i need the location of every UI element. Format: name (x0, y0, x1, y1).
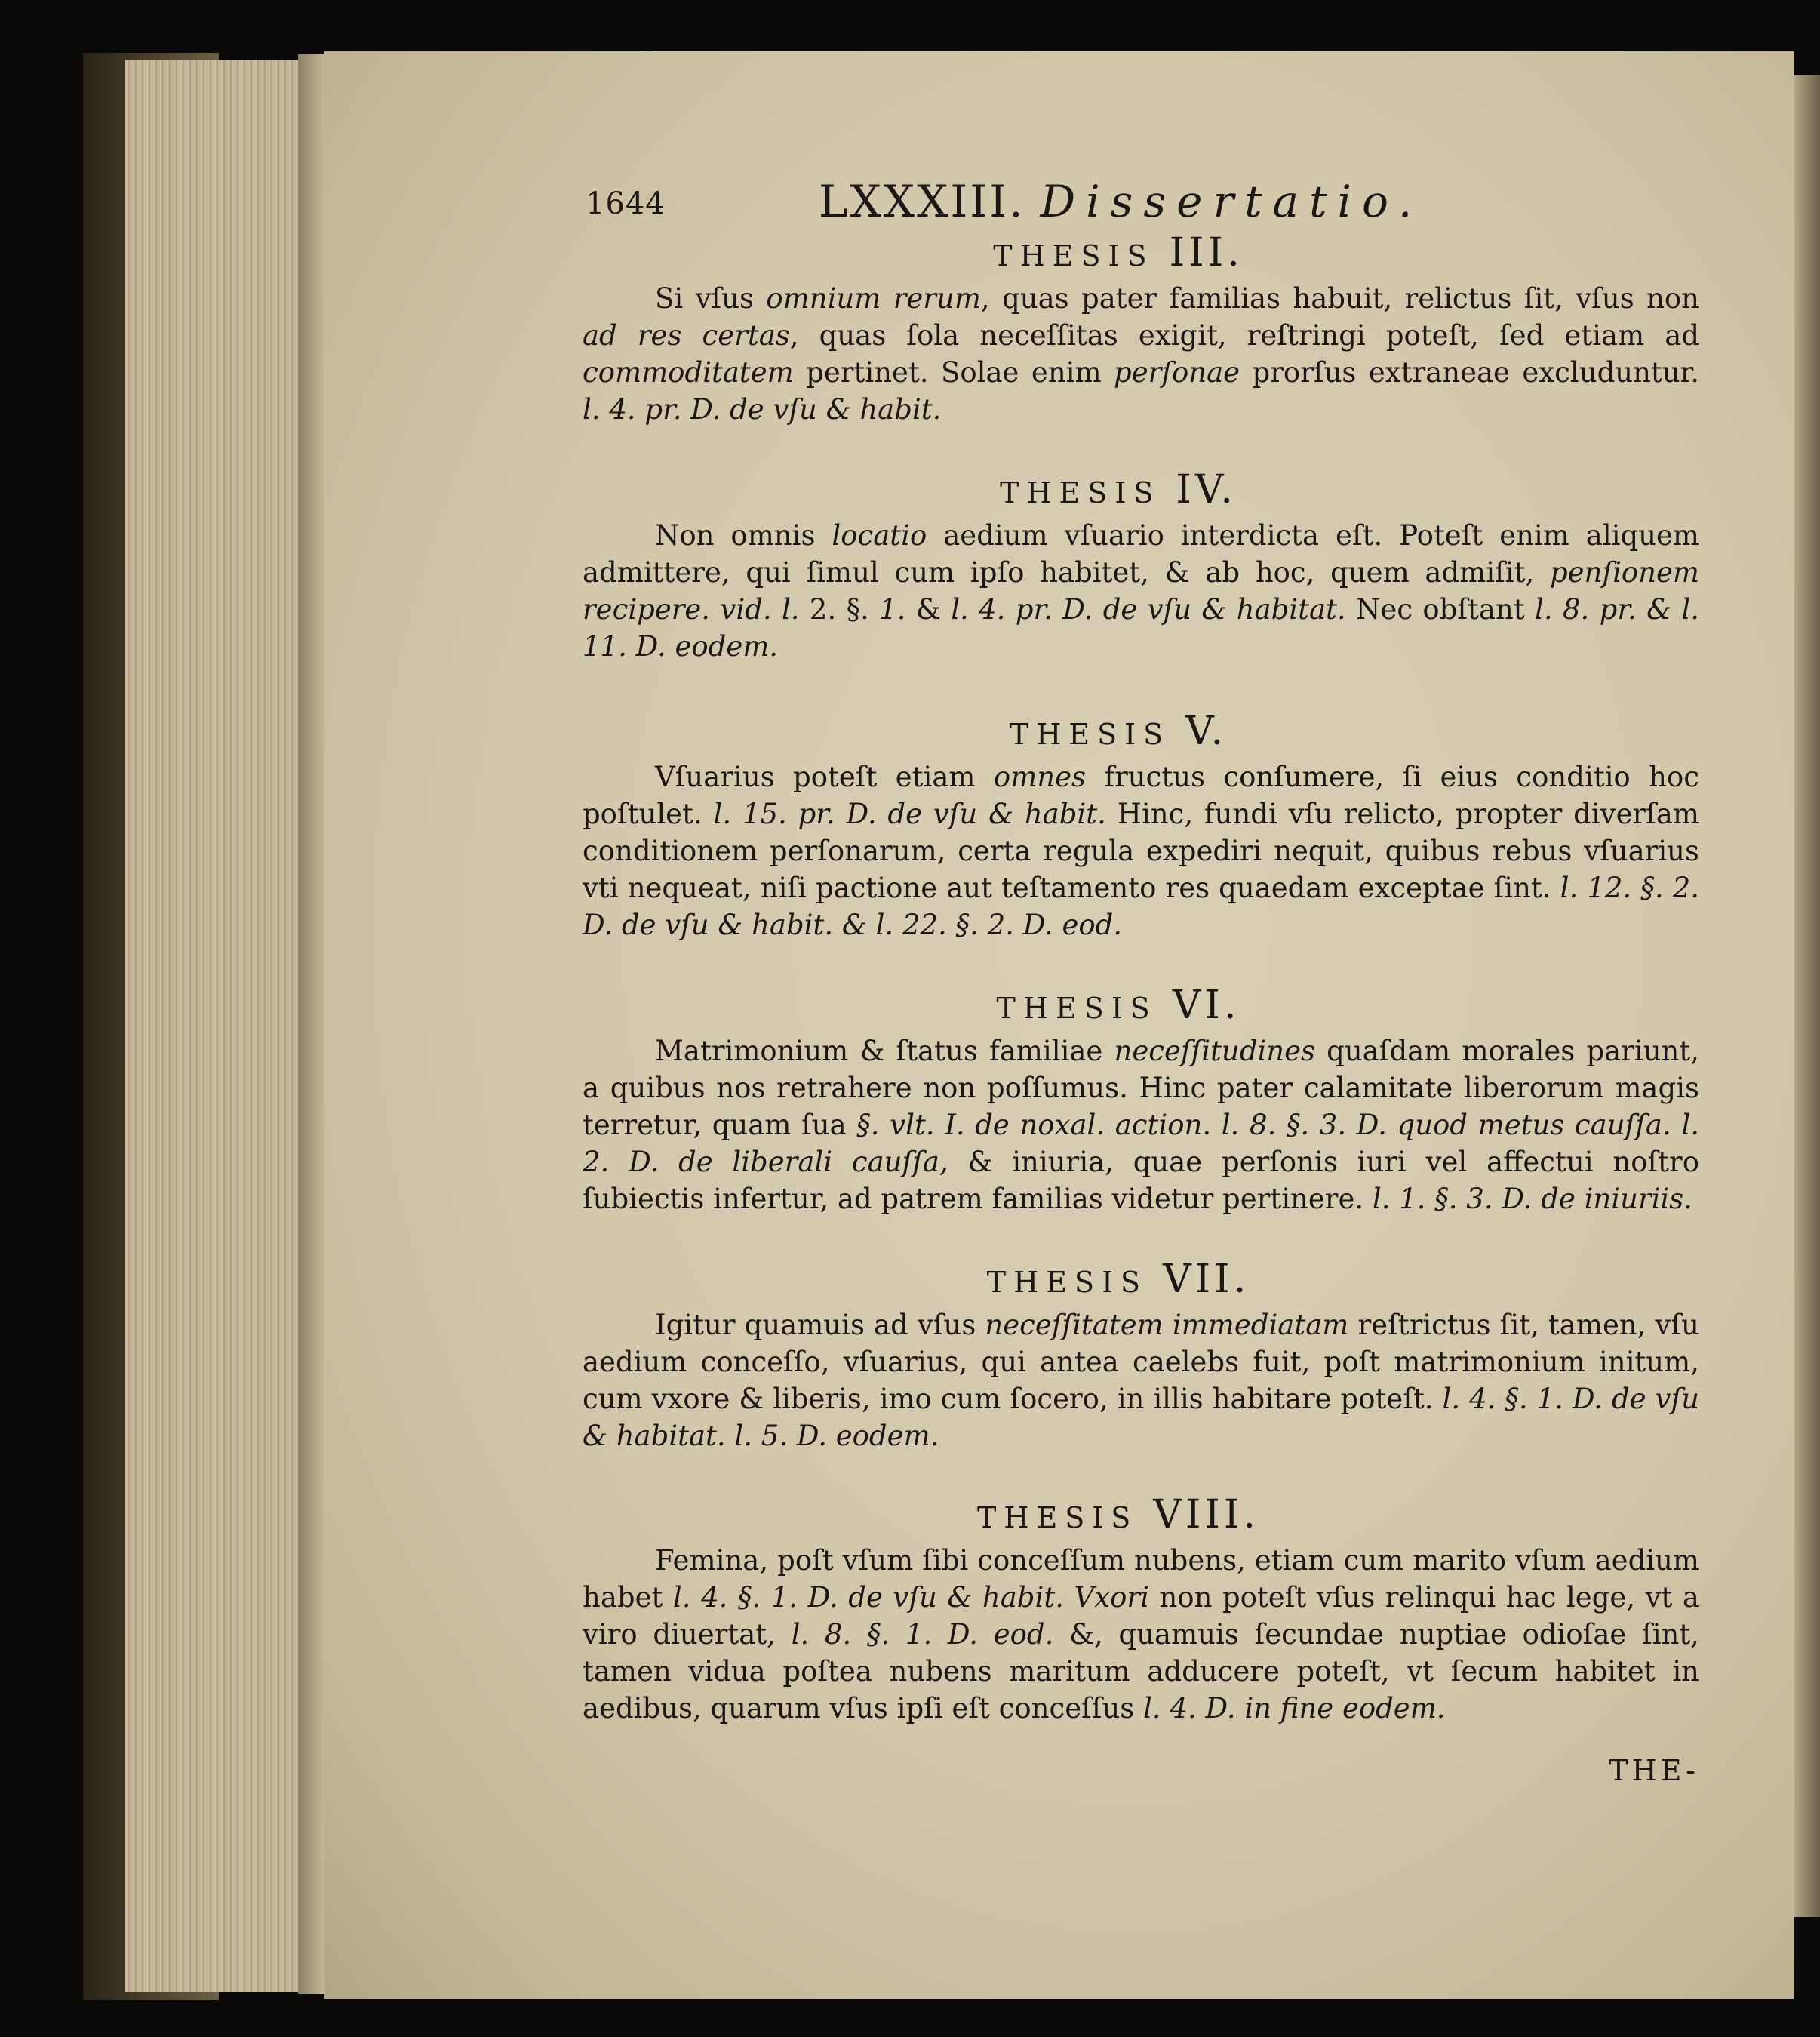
thesis-7 (583, 1257, 1699, 1454)
page-number: 1644 (586, 186, 666, 221)
text-segment: quaſdam morales pariunt, a quibus nos retrahere non poſſumus. Hinc pater calamitate liberorum magis terretur, quam ſua (583, 1035, 1699, 1141)
italic-citation: §. vlt. I. de noxal. action. l. 8. §. 3. D. quod metus cauſſa. l. 2. D. de liberali cauſſa, (583, 1109, 1699, 1178)
running-title (819, 176, 1422, 227)
italic-citation: l. 4. §. 1. D. de vſu & habit. Vxori (672, 1581, 1149, 1614)
catchword: THE- (1609, 1754, 1699, 1787)
thesis-8 (583, 1492, 1699, 1727)
thesis-word: THESIS (993, 239, 1154, 272)
thesis-paragraph (583, 1306, 1699, 1454)
text-segment: & (905, 593, 952, 626)
thesis-numeral: VIII. (1153, 1492, 1260, 1537)
thesis-paragraph (583, 280, 1699, 428)
thesis-heading (583, 983, 1699, 1028)
thesis-5 (583, 709, 1699, 943)
text-segment: Hinc, fundi vſu relicto, propter diverſam conditionem perſonarum, certa regula expediri nequit, quibus rebus vſuarius vti nequeat, niſi pactione aut teſtamento res quaedam exceptae ſint. (583, 798, 1700, 904)
thesis-numeral: III. (1169, 230, 1244, 275)
dissertation-number: LXXXIII. (819, 176, 1025, 227)
thesis-numeral: VII. (1163, 1257, 1250, 1302)
thesis-heading (583, 1492, 1699, 1537)
italic-citation: l. 15. pr. D. de vſu & habit. (713, 798, 1106, 830)
text-segment: , quas pater familias habuit, relictus ſit, vſus non (980, 282, 1700, 315)
thesis-6 (583, 983, 1699, 1217)
thesis-heading (583, 1257, 1699, 1302)
text-segment: Nec obſtant (1345, 593, 1536, 626)
thesis-paragraph (583, 1542, 1699, 1727)
text-segment: aedium vſuario interdicta eſt. Poteſt enim aliquem admittere, qui ſimul cum ipſo habitet, & ab hoc, quem admiſit, (583, 519, 1700, 589)
running-header (583, 170, 1699, 230)
thesis-numeral: VI. (1172, 983, 1240, 1028)
thesis-word: THESIS (976, 1501, 1139, 1534)
text-segment: & iniuria, quae perſonis iuri vel affectui noſtro ſubiectis infertur, ad patrem familias videtur pertinere. (583, 1146, 1699, 1215)
text-segment: Femina, poſt vſum ſibi conceſſum nubens, etiam cum marito vſum aedium habet (583, 1544, 1699, 1614)
italic-citation: perſonae (1114, 356, 1240, 389)
text-segment: , quas ſola neceſſitas exigit, reſtringi poteſt, ſed etiam ad (789, 319, 1700, 352)
page-edges (125, 60, 300, 1992)
italic-citation: l. 1. §. 3. D. de iniuriis. (1372, 1183, 1693, 1215)
text-segment: &, quamuis ſecundae nuptiae odioſae ſint, tamen vidua poſtea nubens maritum adducere poteſt, vt ſecum habitet in aedibus, quarum vſus ipſi eſt conceſſus (583, 1618, 1699, 1725)
page-text (583, 170, 1699, 1787)
thesis-4 (583, 467, 1699, 665)
thesis-word: THESIS (1000, 476, 1161, 509)
italic-citation: l. 4. D. in fine eodem. (1143, 1692, 1446, 1725)
dissertatio-label: Dissertatio. (1040, 176, 1423, 227)
facing-page-edge (1794, 75, 1820, 1917)
italic-citation: locatio (832, 519, 927, 552)
italic-citation: l. 8. §. 1. D. eod. (791, 1618, 1054, 1651)
thesis-numeral: IV. (1176, 467, 1237, 512)
italic-citation: ad res certas (583, 319, 790, 352)
italic-citation: penſionem recipere. vid. l. (583, 556, 1699, 626)
thesis-numeral: V. (1185, 709, 1228, 754)
italic-citation: neceſſitudines (1114, 1035, 1315, 1067)
thesis-heading (583, 709, 1699, 754)
thesis-3 (583, 230, 1699, 428)
text-segment: Vſuarius poteſt etiam (655, 761, 994, 793)
italic-citation: l. 8. pr. & l. 11. D. eodem. (583, 593, 1699, 663)
thesis-paragraph (583, 758, 1699, 943)
text-segment: 2. §. (799, 593, 880, 626)
italic-citation: l. 4. §. 1. D. de vſu & habitat. l. 5. D. eodem. (583, 1383, 1699, 1452)
text-segment: non poteſt vſus relinqui hac lege, vt a viro diuertat, (583, 1581, 1699, 1651)
italic-citation: l. 12. §. 2. D. de vſu & habit. & l. 22. §. 2. D. eod. (583, 872, 1699, 941)
page-gutter (298, 54, 328, 1994)
italic-citation: commoditatem (583, 356, 794, 389)
italic-citation: neceſſitatem immediatam (985, 1309, 1349, 1341)
thesis-word: THESIS (1009, 718, 1171, 751)
italic-citation: l. 4. pr. D. de vſu & habitat. (951, 593, 1346, 626)
thesis-word: THESIS (986, 1266, 1148, 1299)
italic-citation: omnes (993, 761, 1086, 793)
thesis-heading (583, 230, 1699, 275)
italic-citation: l. 4. pr. D. de vſu & habit. (583, 393, 942, 426)
text-segment: pertinet. Solae enim (793, 356, 1114, 389)
text-segment: Igitur quamuis ad vſus (655, 1309, 985, 1341)
thesis-paragraph (583, 517, 1699, 665)
thesis-paragraph (583, 1032, 1699, 1217)
text-segment: Non omnis (655, 519, 832, 552)
text-segment: Si vſus (655, 282, 767, 315)
text-segment: Matrimonium & ſtatus familiae (655, 1035, 1114, 1067)
italic-citation: omnium rerum (766, 282, 981, 315)
text-segment: prorſus extraneae excluduntur. (1240, 356, 1699, 389)
thesis-heading (583, 467, 1699, 512)
text-segment: reſtrictus ſit, tamen, vſu aedium conceſſo, vſuarius, qui antea caelebs fuit, poſt matrimonium initum, cum vxore & liberis, imo cum ſocero, in illis habitare poteſt. (583, 1309, 1699, 1415)
thesis-word: THESIS (996, 992, 1157, 1025)
italic-citation: 1. (879, 593, 906, 626)
text-segment: fructus conſumere, ſi eius conditio hoc poſtulet. (583, 761, 1699, 830)
